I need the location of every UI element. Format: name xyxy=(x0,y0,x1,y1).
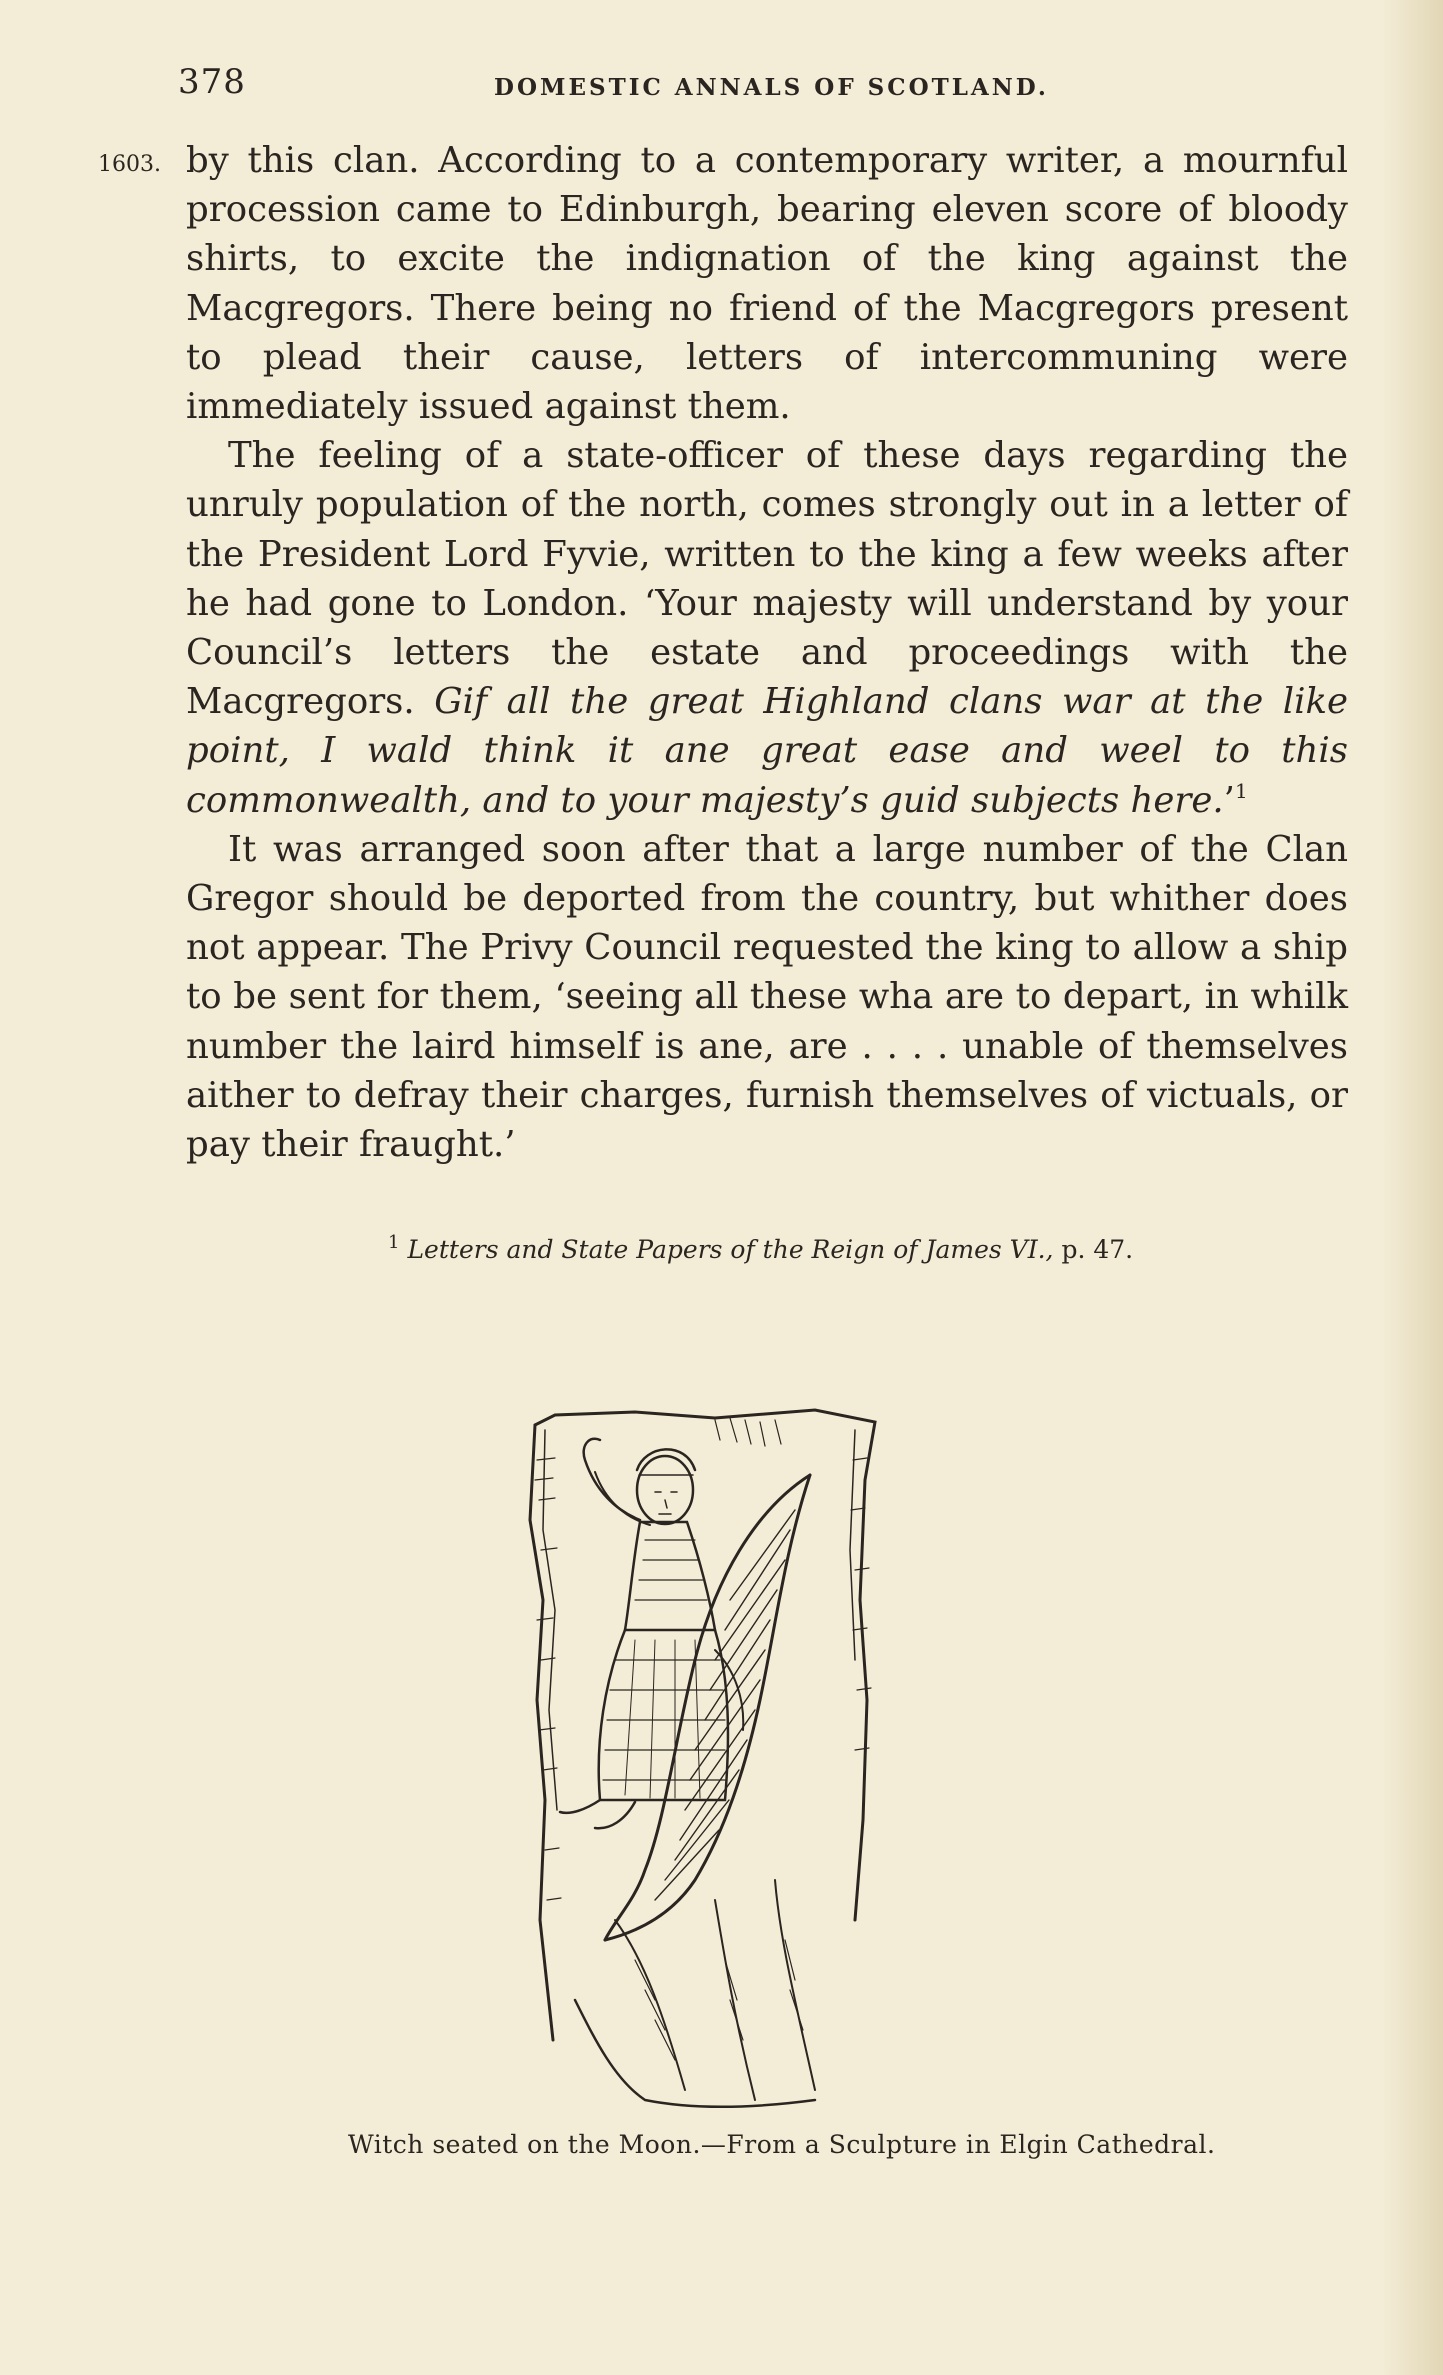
paragraph-2 xyxy=(186,431,1348,825)
margin-year: 1603. xyxy=(98,152,161,177)
running-title: DOMESTIC ANNALS OF SCOTLAND. xyxy=(494,74,1049,101)
body-text xyxy=(186,136,1348,1169)
paragraph-1: by this clan. According to a contemporary writer, a mournful procession came to Edinburgh, bearing eleven score of bloody shirts, to excite the indignation of the king against the Macgregors. There being no friend of the Macgregors present to plead their cause, letters of intercommuning were immediately issued against them. xyxy=(186,140,1348,428)
illustration-caption: Witch seated on the Moon.—From a Sculpture in Elgin Cathedral. xyxy=(348,2130,1216,2159)
footnote xyxy=(388,1232,1133,1264)
footnote-ref: 1 xyxy=(1234,778,1248,803)
page-edge-shadow xyxy=(1383,0,1443,2375)
paragraph-2-text: The feeling of a state-officer of these days regarding the unruly population of the north, comes strongly out in a letter of the President Lord Fyvie, written to the king a few weeks after he had gone to London. ‘Your majesty will understand by your Council’s letters the estate and proceedings with the Macgregors. xyxy=(186,435,1348,723)
footnote-number: 1 xyxy=(388,1232,400,1253)
paragraph-2-close-quote: ’ xyxy=(1223,779,1235,821)
footnote-page: p. 47. xyxy=(1053,1235,1134,1264)
engraving-drawing xyxy=(515,1400,1055,2120)
page-header xyxy=(178,62,1348,112)
footnote-title: Letters and State Papers of the Reign of James VI., xyxy=(407,1235,1054,1264)
paragraph-2-quote: Gif all the great Highland clans war at the like point, I wald think it ane great ease and weel to this commonwealth, and to your majesty’s guid subjects here. xyxy=(186,681,1348,821)
witch-on-moon-engraving xyxy=(515,1400,1055,2120)
paragraph-3: It was arranged soon after that a large number of the Clan Gregor should be deported from the country, but whither does not appear. The Privy Council requested the king to allow a ship to be sent for them, ‘seeing all these wha are to depart, in whilk number the laird himself is ane, are . . . . unable of themselves aither to defray their charges, furnish themselves of victuals, or pay their fraught.’ xyxy=(186,828,1348,1166)
page-number: 378 xyxy=(178,62,246,102)
